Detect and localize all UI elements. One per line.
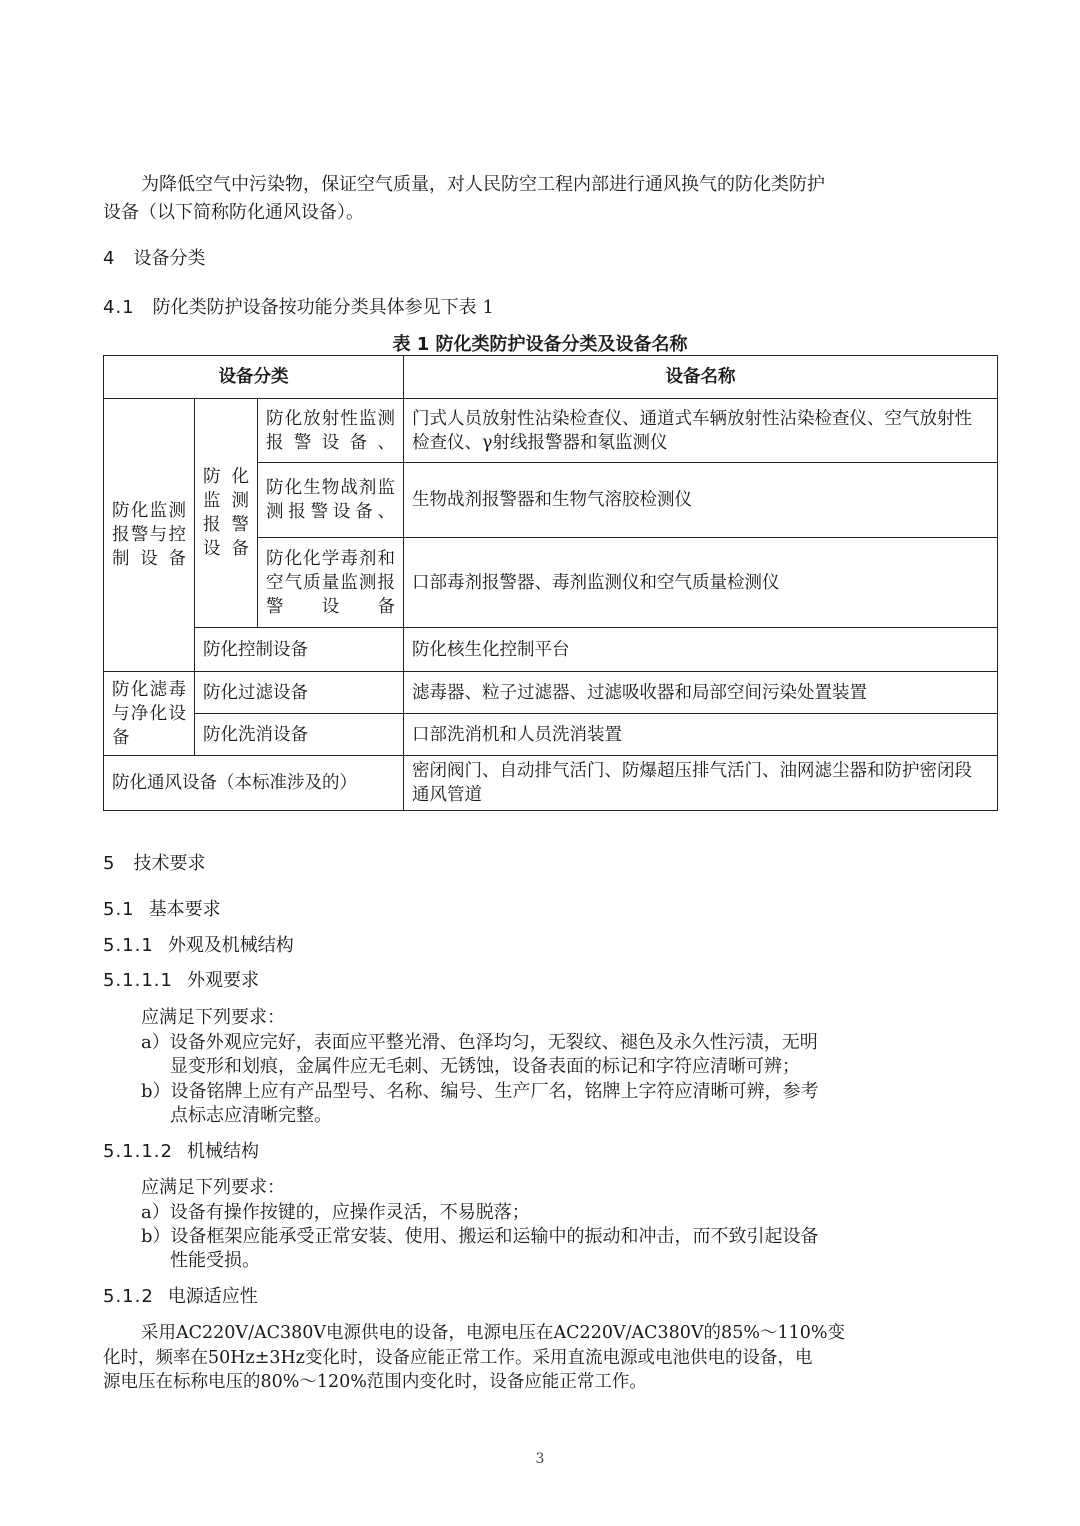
section-title: 基本要求: [148, 899, 221, 920]
power-line-1: 采用AC220V/AC380V电源供电的设备，电源电压在AC220V/AC380V的85%～110%变: [141, 1323, 845, 1343]
subgroup-monitor-alarm: 防化监测报警设备: [195, 399, 258, 628]
section-4-1-heading: [103, 296, 494, 320]
list-item-a-line-2: 显变形和划痕，金属件应无毛刺、无锈蚀，设备表面的标记和字符应清晰可辨；: [170, 1056, 800, 1077]
table-caption: 表 1 防化类防护设备分类及设备名称: [392, 334, 688, 355]
list-item-a-line-1: a）设备有操作按键的，应操作灵活，不易脱落；: [141, 1202, 530, 1223]
section-number: 5.1.1.2: [103, 1141, 173, 1162]
names-filter: 滤毒器、粒子过滤器、过滤吸收器和局部空间污染处置装置: [404, 672, 998, 714]
requirements-lead: 应满足下列要求：: [141, 1007, 285, 1028]
page-number: 3: [535, 1451, 545, 1467]
group-monitor-control: 防化监测报警与控制设备: [104, 399, 195, 672]
section-title: 技术要求: [133, 853, 206, 874]
table-row: [104, 628, 998, 672]
names-ventilation: 密闭阀门、自动排气活门、防爆超压排气活门、油网滤尘器和防护密闭段通风管道: [404, 756, 998, 811]
requirements-lead: 应满足下列要求：: [141, 1177, 285, 1198]
type-wash: 防化洗消设备: [195, 714, 404, 756]
type-chem: 防化化学毒剂和空气质量监测报警设备: [258, 538, 404, 628]
list-item-b-line-1: b）设备铭牌上应有产品型号、名称、编号、生产厂名，铭牌上字符应清晰可辨，参考: [141, 1081, 819, 1102]
table-row: [104, 399, 998, 463]
names-radiation: 门式人员放射性沾染检查仪、通道式车辆放射性沾染检查仪、空气放射性检查仪、γ射线报警器和氡监测仪: [404, 399, 998, 463]
section-5-1-1-1-heading: [103, 969, 259, 993]
section-number: 5.1.1: [103, 935, 154, 956]
names-bio: 生物战剂报警器和生物气溶胶检测仪: [404, 463, 998, 538]
section-5-1-heading: [103, 898, 221, 922]
section-title: 电源适应性: [167, 1286, 258, 1307]
group-filter-purify: 防化滤毒与净化设备: [104, 672, 195, 756]
table-row: [104, 672, 998, 714]
section-number: 5.1.2: [103, 1286, 154, 1307]
type-radiation: 防化放射性监测报警设备、: [258, 399, 404, 463]
section-number: 5.1.1.1: [103, 970, 173, 991]
table-header-row: [104, 356, 998, 399]
equipment-classification-table: [103, 355, 998, 811]
power-line-3: 源电压在标称电压的80%～120%范围内变化时，设备应能正常工作。: [103, 1372, 647, 1392]
section-title: 外观要求: [186, 970, 259, 991]
section-title: 外观及机械结构: [167, 935, 294, 956]
names-control: 防化核生化控制平台: [404, 628, 998, 672]
section-number: 4.1: [103, 297, 135, 318]
section-number: 5: [103, 853, 116, 874]
type-bio: 防化生物战剂监测报警设备、: [258, 463, 404, 538]
list-item-b-line-2: 性能受损。: [170, 1250, 260, 1271]
section-4-heading: [103, 247, 205, 271]
table-row: [104, 714, 998, 756]
intro-line-2: 设备（以下简称防化通风设备）。: [103, 202, 364, 223]
table-row: [104, 756, 998, 811]
section-number: 4: [103, 248, 116, 269]
list-item-a-line-1: a）设备外观应完好，表面应平整光滑、色泽均匀，无裂纹、褪色及永久性污渍，无明: [141, 1032, 818, 1053]
type-ventilation: 防化通风设备（本标准涉及的）: [104, 756, 404, 811]
list-item-b-line-1: b）设备框架应能承受正常安装、使用、搬运和运输中的振动和冲击，而不致引起设备: [141, 1226, 819, 1247]
type-control: 防化控制设备: [195, 628, 404, 672]
names-chem: 口部毒剂报警器、毒剂监测仪和空气质量检测仪: [404, 538, 998, 628]
section-number: 5.1: [103, 899, 135, 920]
section-5-heading: [103, 852, 205, 876]
power-line-2: 化时，频率在50Hz±3Hz变化时，设备应能正常工作。采用直流电源或电池供电的设备，电: [103, 1348, 813, 1368]
section-5-1-2-heading: [103, 1285, 258, 1309]
header-name: 设备名称: [404, 356, 998, 399]
header-category: 设备分类: [104, 356, 404, 399]
section-5-1-1-heading: [103, 934, 294, 958]
names-wash: 口部洗消机和人员洗消装置: [404, 714, 998, 756]
section-text: 防化类防护设备按功能分类具体参见下表 1: [152, 297, 494, 318]
type-filter: 防化过滤设备: [195, 672, 404, 714]
intro-line-1: 为降低空气中污染物，保证空气质量，对人民防空工程内部进行通风换气的防化类防护: [141, 174, 825, 195]
list-item-b-line-2: 点标志应清晰完整。: [170, 1105, 332, 1126]
section-title: 机械结构: [186, 1141, 259, 1162]
section-5-1-1-2-heading: [103, 1140, 259, 1164]
section-title: 设备分类: [133, 248, 206, 269]
